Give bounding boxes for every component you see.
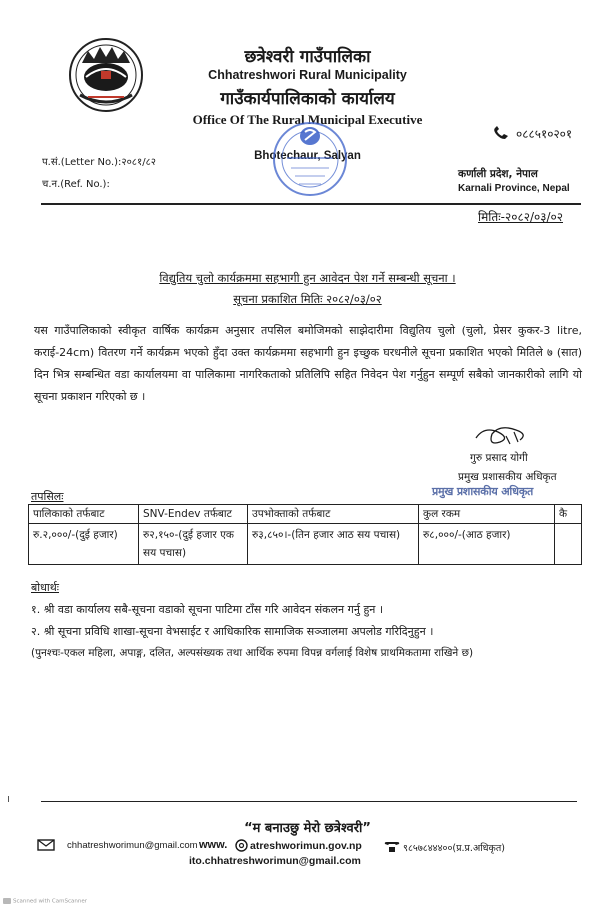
office-name-english: Office Of The Rural Municipal Executive	[192, 112, 423, 127]
scanner-watermark	[3, 898, 87, 905]
footer-motto: “म बनाउछु मेरो छत्रेश्वरी”	[244, 821, 371, 836]
notice-body: यस गाउँपालिकाको स्वीकृत वार्षिक कार्यक्रम अनुसार तपसिल बमोजिमको साझेदारीमा विद्युतिय चुलो (चुलो, प्रेसर कुकर-3 litre, कराई-24cm) वितरण गर्ने कार्यक्रम भएको हुँदा उक्त कार्यक्रममा सहभागी हुन इच्छुक घरधनीले सूचना प्रकाशित भएको मितिले ७ (सात) दिन भित्र सम्बन्धित वडा कार्यालयमा वा पालिकामा नागरिकताको प्रतिलिपि सहित निवेदन पेश गर्नुहुन सम्पूर्ण सबैको जानकारीको लागि यो सूचना प्रकाशन गरिएको छ ।	[34, 324, 582, 403]
margin-mark	[8, 796, 9, 802]
handwritten-signature	[470, 422, 540, 448]
column-header: कै	[555, 505, 582, 524]
letter-number: प.सं.(Letter No.):२०८१/८२	[42, 157, 156, 168]
at-globe-icon	[235, 839, 248, 852]
office-phone-number: ०८८५१०२०१	[516, 127, 573, 141]
column-header: उपभोक्ताको तर्फबाट	[248, 505, 419, 524]
phone-icon	[384, 841, 400, 853]
table-cell: रु८,०००/-(आठ हजार)	[419, 524, 555, 565]
note-postscript: (पुनश्चः-एकल महिला, अपाङ्ग, दलित, अल्पसंख्यक तथा आर्थिक रुपमा विपन्न वर्गलाई विशेष प्राथमिकतामा राखिने छ)	[31, 647, 474, 659]
note-item: २. श्री सूचना प्रविधि शाखा-सूचना वेभसाईट र आधिकारिक सामाजिक सञ्जालमा अपलोड गरिदिनुहुन ।	[31, 625, 434, 638]
notice-date: मितिः-२०८२/०३/०२	[478, 210, 563, 224]
it-email-link[interactable]: ito.chhatreshworimun@gmail.com	[189, 855, 361, 867]
mail-icon	[37, 839, 55, 851]
municipality-name-devanagari: छत्रेश्वरी गाउँपालिका	[244, 47, 371, 67]
column-header: SNV-Endev तर्फबाट	[139, 505, 248, 524]
municipality-name-english: Chhatreshwori Rural Municipality	[208, 68, 407, 82]
table-cell: रु.२,०००/-(दुई हजार)	[29, 524, 139, 565]
table-cell: रु२,१५०-(दुई हजार एक सय पचास)	[139, 524, 248, 565]
table-caption: तपसिलः	[31, 490, 64, 503]
cost-sharing-table	[28, 504, 582, 565]
cao-phone-number: ९८५७८४४४००(प्र.प्र.अधिकृत)	[403, 843, 505, 854]
website-link[interactable]: atreshworimun.gov.np	[250, 840, 362, 852]
province-devanagari: कर्णाली प्रदेश, नेपाल	[458, 168, 538, 180]
scanner-icon	[3, 898, 11, 904]
province-english: Karnali Province, Nepal	[458, 183, 570, 194]
footer-email-link[interactable]: chhatreshworimun@gmail.com	[67, 840, 198, 851]
footer-divider	[41, 801, 577, 802]
note-item: १. श्री वडा कार्यालय सबै-सूचना वडाको सूचना पाटिमा टाँस गरि आवेदन संकलन गर्नु हुन ।	[31, 603, 384, 616]
official-stamp	[269, 118, 351, 200]
office-name-devanagari: गाउँकार्यपालिकाको कार्यालय	[220, 89, 395, 109]
publication-date-line: सूचना प्रकाशित मितिः २०८२/०३/०२	[233, 292, 382, 306]
scanner-badge-text: Scanned with CamScanner	[13, 898, 87, 905]
table-cell: रु३,८५०।-(तिन हजार आठ सय पचास)	[248, 524, 419, 565]
signatory-name: गुरु प्रसाद योगी	[470, 452, 528, 464]
signatory-title-stamp: प्रमुख प्रशासकीय अधिकृत	[432, 485, 534, 498]
header-divider	[41, 203, 581, 205]
notes-title: बोधार्थः	[31, 581, 59, 594]
website-prefix: www.	[199, 839, 228, 851]
table-header-row	[29, 505, 582, 524]
office-location: Bhotechaur, Salyan	[254, 150, 361, 162]
table-row	[29, 524, 582, 565]
signatory-title: प्रमुख प्रशासकीय अधिकृत	[458, 471, 557, 483]
reference-number: च.न.(Ref. No.):	[42, 179, 110, 190]
table-cell	[555, 524, 582, 565]
column-header: पालिकाको तर्फबाट	[29, 505, 139, 524]
column-header: कुल रकम	[419, 505, 555, 524]
notice-subject: विद्युतिय चुलो कार्यक्रममा सहभागी हुन आवेदन पेश गर्ने सम्बन्धी सूचना ।	[159, 271, 456, 285]
phone-icon	[493, 126, 509, 140]
